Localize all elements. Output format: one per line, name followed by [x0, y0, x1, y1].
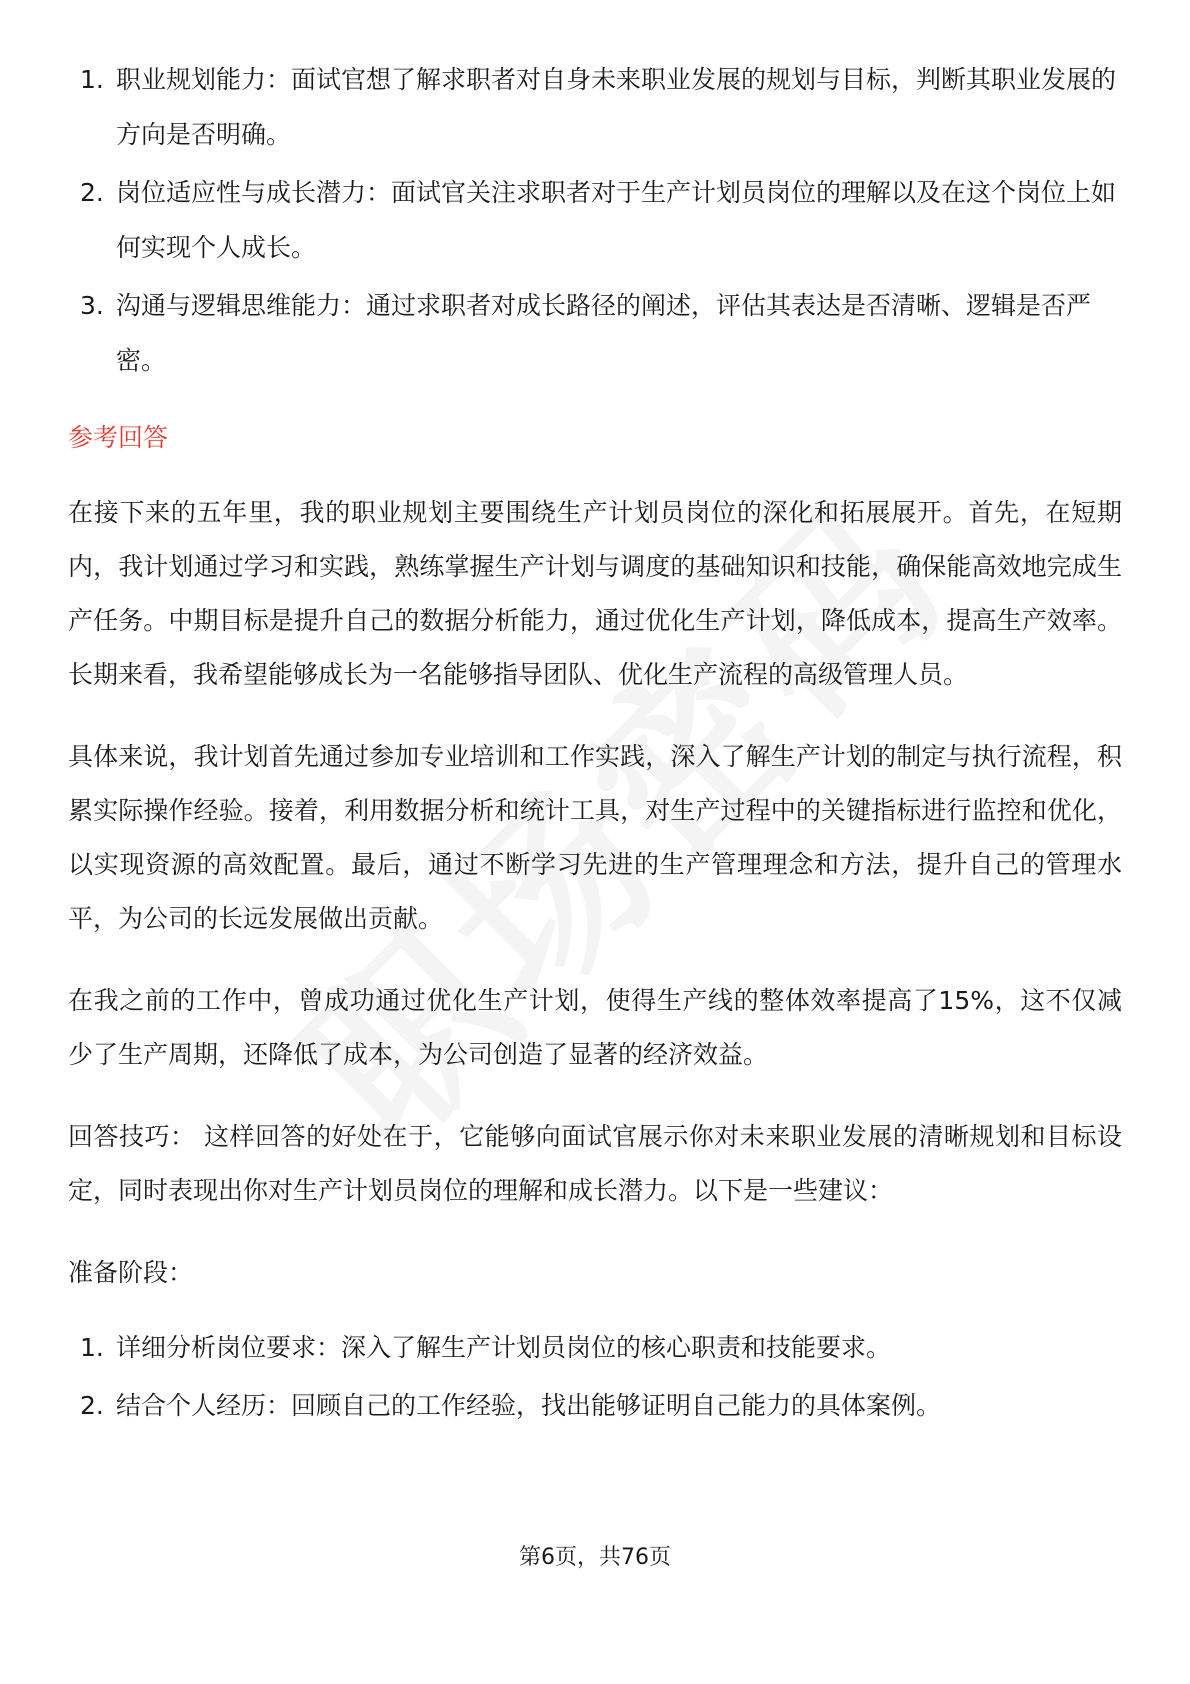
paragraph: 回答技巧： 这样回答的好处在于，它能够向面试官展示你对未来职业发展的清晰规划和目标设定，同时表现出你对生产计划员岗位的理解和成长潜力。以下是一些建议：: [68, 1122, 1122, 1205]
paragraph: 在我之前的工作中，曾成功通过优化生产计划，使得生产线的整体效率提高了15%，这不仅减少了生产周期，还降低了成本，为公司创造了显著的经济效益。: [68, 986, 1122, 1069]
list-number: 2.: [80, 1391, 104, 1420]
bottom-list: [68, 1320, 1122, 1433]
list-number: 1.: [80, 65, 104, 94]
top-list: [68, 52, 1122, 388]
list-number: 1.: [80, 1333, 104, 1362]
page-footer: 第6页，共76页: [519, 1545, 671, 1570]
document-body: [68, 52, 1122, 1436]
list-number: 3.: [80, 291, 104, 320]
list-item: [68, 52, 1122, 162]
list-text: 沟通与逻辑思维能力：通过求职者对成长路径的阐述，评估其表达是否清晰、逻辑是否严密。: [116, 291, 1092, 375]
list-item: [68, 165, 1122, 275]
list-text: 岗位适应性与成长潜力：面试官关注求职者对于生产计划员岗位的理解以及在这个岗位上如何实现个人成长。: [116, 178, 1117, 262]
list-text: 详细分析岗位要求：深入了解生产计划员岗位的核心职责和技能要求。: [116, 1333, 892, 1362]
list-number: 2.: [80, 178, 104, 207]
list-item: [68, 278, 1122, 388]
list-item: [68, 1378, 1122, 1433]
section-title: 参考回答: [68, 423, 169, 452]
list-text: 职业规划能力：面试官想了解求职者对自身未来职业发展的规划与目标，判断其职业发展的方向是否明确。: [116, 65, 1117, 149]
list-item: [68, 1320, 1122, 1375]
paragraph: 在接下来的五年里，我的职业规划主要围绕生产计划员岗位的深化和拓展展开。首先，在短期内，我计划通过学习和实践，熟练掌握生产计划与调度的基础知识和技能，确保能高效地完成生产任务。中期目标是提升自己的数据分析能力，通过优化生产计划，降低成本，提高生产效率。长期来看，我希望能够成长为一名能够指导团队、优化生产流程的高级管理人员。: [68, 498, 1122, 689]
paragraph: 具体来说，我计划首先通过参加专业培训和工作实践，深入了解生产计划的制定与执行流程，积累实际操作经验。接着，利用数据分析和统计工具，对生产过程中的关键指标进行监控和优化，以实现资源的高效配置。最后，通过不断学习先进的生产管理理念和方法，提升自己的管理水平，为公司的长远发展做出贡献。: [68, 742, 1122, 933]
prep-label: 准备阶段：: [68, 1258, 194, 1287]
list-text: 结合个人经历：回顾自己的工作经验，找出能够证明自己能力的具体案例。: [116, 1391, 942, 1420]
